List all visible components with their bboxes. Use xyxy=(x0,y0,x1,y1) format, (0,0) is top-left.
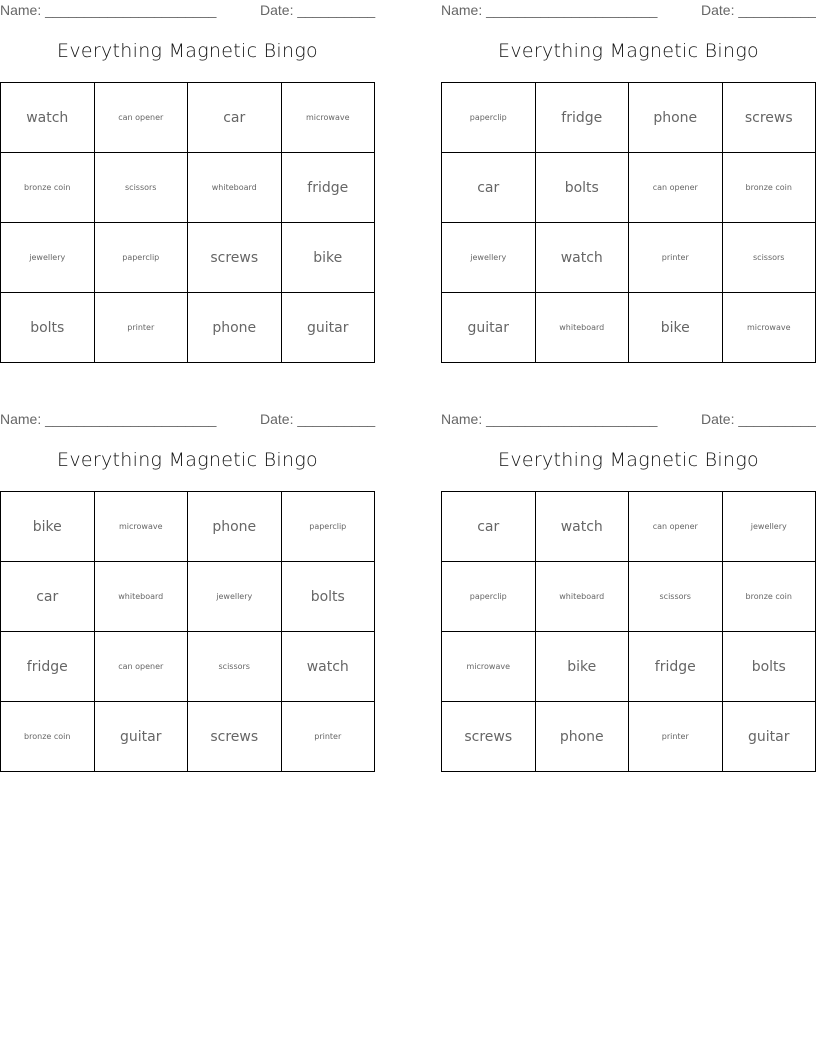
grid-row xyxy=(442,492,816,562)
bingo-cell: paperclip xyxy=(94,223,188,293)
date-field: Date: __________ xyxy=(701,2,816,18)
bingo-cell: watch xyxy=(535,492,629,562)
name-date-line xyxy=(0,2,375,18)
grid-row xyxy=(442,83,816,153)
bingo-cell: car xyxy=(442,492,536,562)
bingo-cell: bronze coin xyxy=(722,562,816,632)
bingo-card xyxy=(441,409,816,769)
bingo-cell: microwave xyxy=(94,492,188,562)
bingo-cell: bike xyxy=(281,223,375,293)
bingo-cell: scissors xyxy=(94,153,188,223)
name-date-line xyxy=(0,411,375,427)
bingo-cell: watch xyxy=(535,223,629,293)
bingo-cell: can opener xyxy=(629,153,723,223)
bingo-cell: printer xyxy=(281,702,375,772)
bingo-grid xyxy=(0,491,375,772)
bingo-cell: guitar xyxy=(281,293,375,363)
grid-row xyxy=(1,632,375,702)
grid-row xyxy=(442,562,816,632)
card-title: Everything Magnetic Bingo xyxy=(498,449,759,471)
bingo-cell: bike xyxy=(535,632,629,702)
bingo-cell: scissors xyxy=(629,562,723,632)
bingo-cell: watch xyxy=(1,83,95,153)
bingo-cell: paperclip xyxy=(442,562,536,632)
bingo-cell: jewellery xyxy=(442,223,536,293)
bingo-cell: car xyxy=(188,83,282,153)
date-field: Date: __________ xyxy=(260,411,376,427)
bingo-cell: microwave xyxy=(281,83,375,153)
bingo-cell: bolts xyxy=(1,293,95,363)
bingo-cell: whiteboard xyxy=(188,153,282,223)
bingo-card xyxy=(441,0,816,360)
bingo-cell: microwave xyxy=(442,632,536,702)
grid-row xyxy=(1,562,375,632)
bingo-cell: phone xyxy=(535,702,629,772)
bingo-cell: paperclip xyxy=(442,83,536,153)
bingo-cell: fridge xyxy=(281,153,375,223)
name-date-line xyxy=(441,2,816,18)
bingo-cell: whiteboard xyxy=(535,293,629,363)
grid-row xyxy=(1,293,375,363)
bingo-cell: guitar xyxy=(442,293,536,363)
bingo-cell: fridge xyxy=(1,632,95,702)
grid-row xyxy=(442,632,816,702)
name-field: Name: ______________________ xyxy=(441,2,658,18)
grid-row xyxy=(442,702,816,772)
bingo-cell: paperclip xyxy=(281,492,375,562)
date-field: Date: __________ xyxy=(260,2,376,18)
bingo-cell: can opener xyxy=(94,83,188,153)
bingo-cell: jewellery xyxy=(1,223,95,293)
bingo-cell: printer xyxy=(629,223,723,293)
card-title: Everything Magnetic Bingo xyxy=(498,40,759,62)
bingo-cell: phone xyxy=(188,492,282,562)
bingo-cell: printer xyxy=(629,702,723,772)
bingo-cell: car xyxy=(1,562,95,632)
name-date-line xyxy=(441,411,816,427)
bingo-cell: screws xyxy=(188,702,282,772)
bingo-cell: bronze coin xyxy=(722,153,816,223)
bingo-cell: scissors xyxy=(722,223,816,293)
bingo-cell: phone xyxy=(188,293,282,363)
bingo-cell: whiteboard xyxy=(535,562,629,632)
bingo-cell: screws xyxy=(722,83,816,153)
bingo-cell: jewellery xyxy=(722,492,816,562)
grid-row xyxy=(442,153,816,223)
grid-row xyxy=(1,702,375,772)
grid-row xyxy=(1,223,375,293)
bingo-cell: jewellery xyxy=(188,562,282,632)
bingo-cell: guitar xyxy=(722,702,816,772)
grid-row xyxy=(1,492,375,562)
bingo-cell: microwave xyxy=(722,293,816,363)
bingo-cell: printer xyxy=(94,293,188,363)
bingo-cell: can opener xyxy=(94,632,188,702)
bingo-cell: car xyxy=(442,153,536,223)
bingo-cell: bolts xyxy=(535,153,629,223)
grid-row xyxy=(1,83,375,153)
name-field: Name: ______________________ xyxy=(441,411,658,427)
bingo-grid xyxy=(441,491,816,772)
card-title: Everything Magnetic Bingo xyxy=(57,40,318,62)
grid-row xyxy=(1,153,375,223)
bingo-grid xyxy=(0,82,375,363)
grid-row xyxy=(442,293,816,363)
bingo-cell: whiteboard xyxy=(94,562,188,632)
bingo-cell: bolts xyxy=(722,632,816,702)
bingo-cell: fridge xyxy=(629,632,723,702)
bingo-card xyxy=(0,0,375,360)
bingo-cell: fridge xyxy=(535,83,629,153)
bingo-cell: bike xyxy=(1,492,95,562)
card-title: Everything Magnetic Bingo xyxy=(57,449,318,471)
bingo-cell: guitar xyxy=(94,702,188,772)
bingo-cell: bike xyxy=(629,293,723,363)
bingo-cell: watch xyxy=(281,632,375,702)
date-field: Date: __________ xyxy=(701,411,816,427)
bingo-cell: screws xyxy=(442,702,536,772)
bingo-grid xyxy=(441,82,816,363)
bingo-cell: screws xyxy=(188,223,282,293)
grid-row xyxy=(442,223,816,293)
bingo-cell: can opener xyxy=(629,492,723,562)
name-field: Name: ______________________ xyxy=(0,411,217,427)
bingo-cell: bronze coin xyxy=(1,702,95,772)
bingo-cell: scissors xyxy=(188,632,282,702)
bingo-cell: bronze coin xyxy=(1,153,95,223)
bingo-card xyxy=(0,409,375,769)
bingo-cell: bolts xyxy=(281,562,375,632)
bingo-cell: phone xyxy=(629,83,723,153)
name-field: Name: ______________________ xyxy=(0,2,217,18)
